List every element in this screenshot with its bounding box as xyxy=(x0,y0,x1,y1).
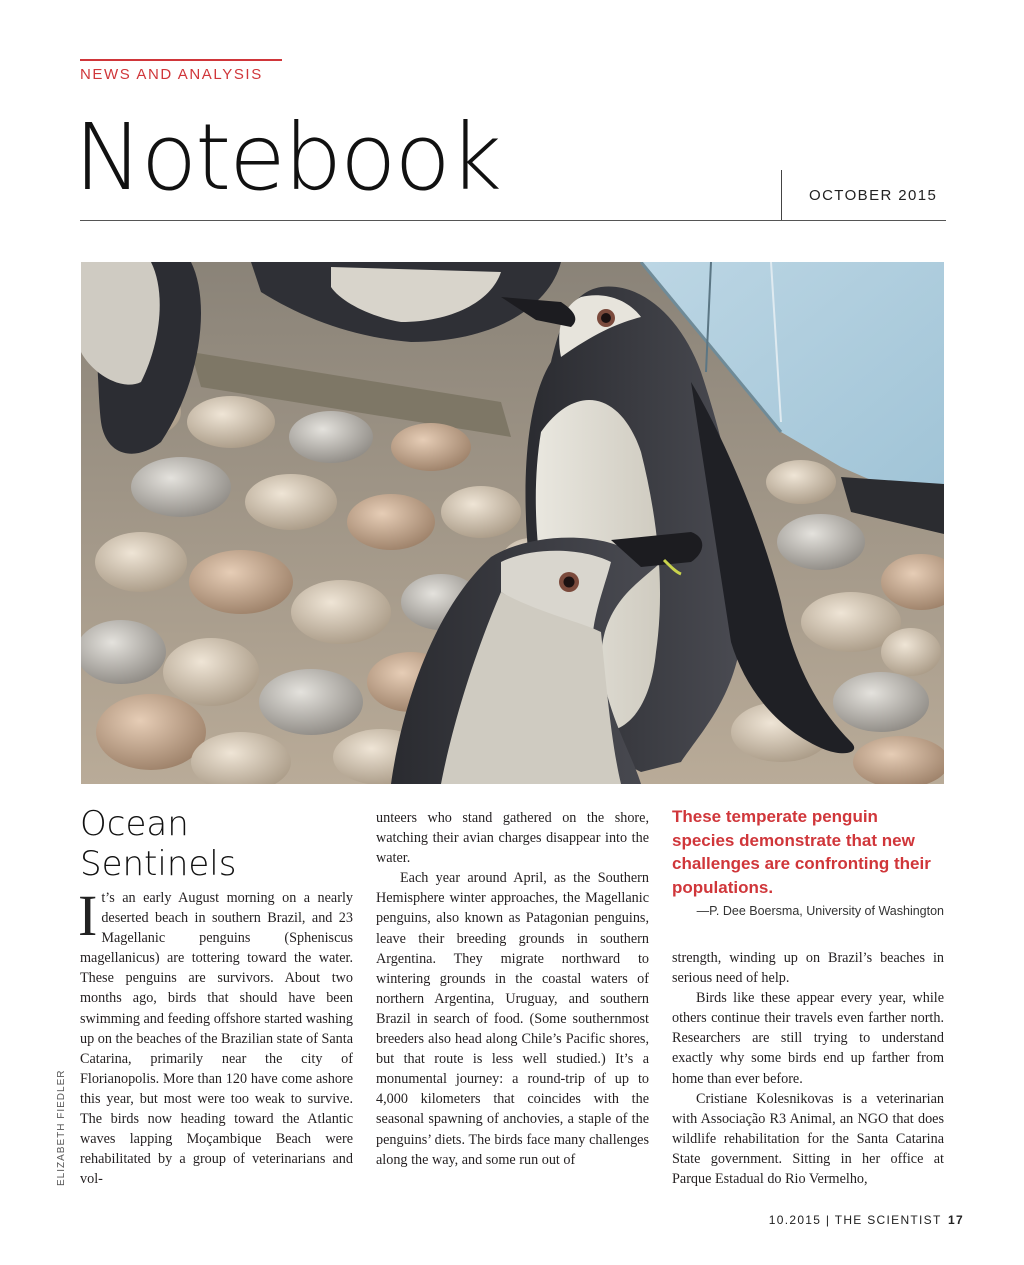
headline-line-1: Ocean xyxy=(80,804,189,844)
drop-cap: I xyxy=(78,883,98,948)
article-column-2 xyxy=(376,808,649,1170)
headline-line-2: Sentinels xyxy=(80,844,237,884)
page-footer xyxy=(769,1213,964,1227)
photo-credit: ELIZABETH FIEDLER xyxy=(56,1069,67,1186)
article-paragraph: unteers who stand gathered on the shore, watching their avian charges disappear into the water. xyxy=(376,810,649,867)
pull-quote-attribution: —P. Dee Boersma, University of Washington xyxy=(696,904,944,918)
article-paragraph: Each year around April, as the Southern Hemisphere winter approaches, the Magellanic penguins, also known as Patagonian penguins, leave their breeding grounds in southern Argentina. They migrate northward to wintering grounds in the coastal waters of northern Argentina, Uruguay, and southern Brazil in search of food. (Some southernmost breeders also head along Chile’s Pacific shores, but that route is less well studied.) It’s a monumental journey: a round-trip of up to 4,000 kilometers that coincides with the seasonal spawning of anchovies, a staple of the penguins’ diets. The birds face many challenges along the way, and some run out of xyxy=(376,870,649,1168)
issue-date: OCTOBER 2015 xyxy=(809,187,938,204)
article-headline xyxy=(80,804,360,884)
page-title: Notebook xyxy=(74,104,501,211)
article-paragraph: strength, winding up on Brazil’s beaches in serious need of help. xyxy=(672,950,944,987)
pull-quote: These temperate penguin species demonstrate that new challenges are confronting their populations. xyxy=(672,807,931,897)
article-paragraph: t’s an early August morning on a nearly deserted beach in southern Brazil, and 23 Magellanic penguins (Spheniscus magellanicus) are tottering toward the water. These penguins are survivors. About two months ago, birds that should have been swimming and feeding offshore started washing up on the beaches of the Brazilian state of Santa Catarina, primarily near the city of Florianopolis. More than 120 have come ashore this year, but most were too weak to survive. The birds now heading toward the Atlantic waves lapping Moçambique Beach were rehabilitated by a group of veterinarians and vol- xyxy=(80,890,354,1188)
article-paragraph: Birds like these appear every year, while others continue their travels even farther north. Researchers are still trying to understand exactly why some birds end up farther from home than ever before. xyxy=(672,990,944,1087)
article-column-1 xyxy=(78,883,354,1189)
article-column-3 xyxy=(672,948,944,1189)
masthead-rule xyxy=(80,220,946,221)
penguin-photo xyxy=(81,262,944,784)
section-label: NEWS AND ANALYSIS xyxy=(80,66,263,83)
section-rule xyxy=(80,59,282,61)
footer-issue: 10.2015 | THE SCIENTIST xyxy=(768,1213,942,1227)
masthead-divider xyxy=(781,170,782,220)
article-paragraph: Cristiane Kolesnikovas is a veterinarian with Associação R3 Animal, an NGO that does wildlife rehabilitation for the Santa Catarina State government. Sitting in her office at Parque Estadual do Rio Vermelho, xyxy=(672,1090,944,1188)
page-number: 17 xyxy=(948,1213,964,1227)
